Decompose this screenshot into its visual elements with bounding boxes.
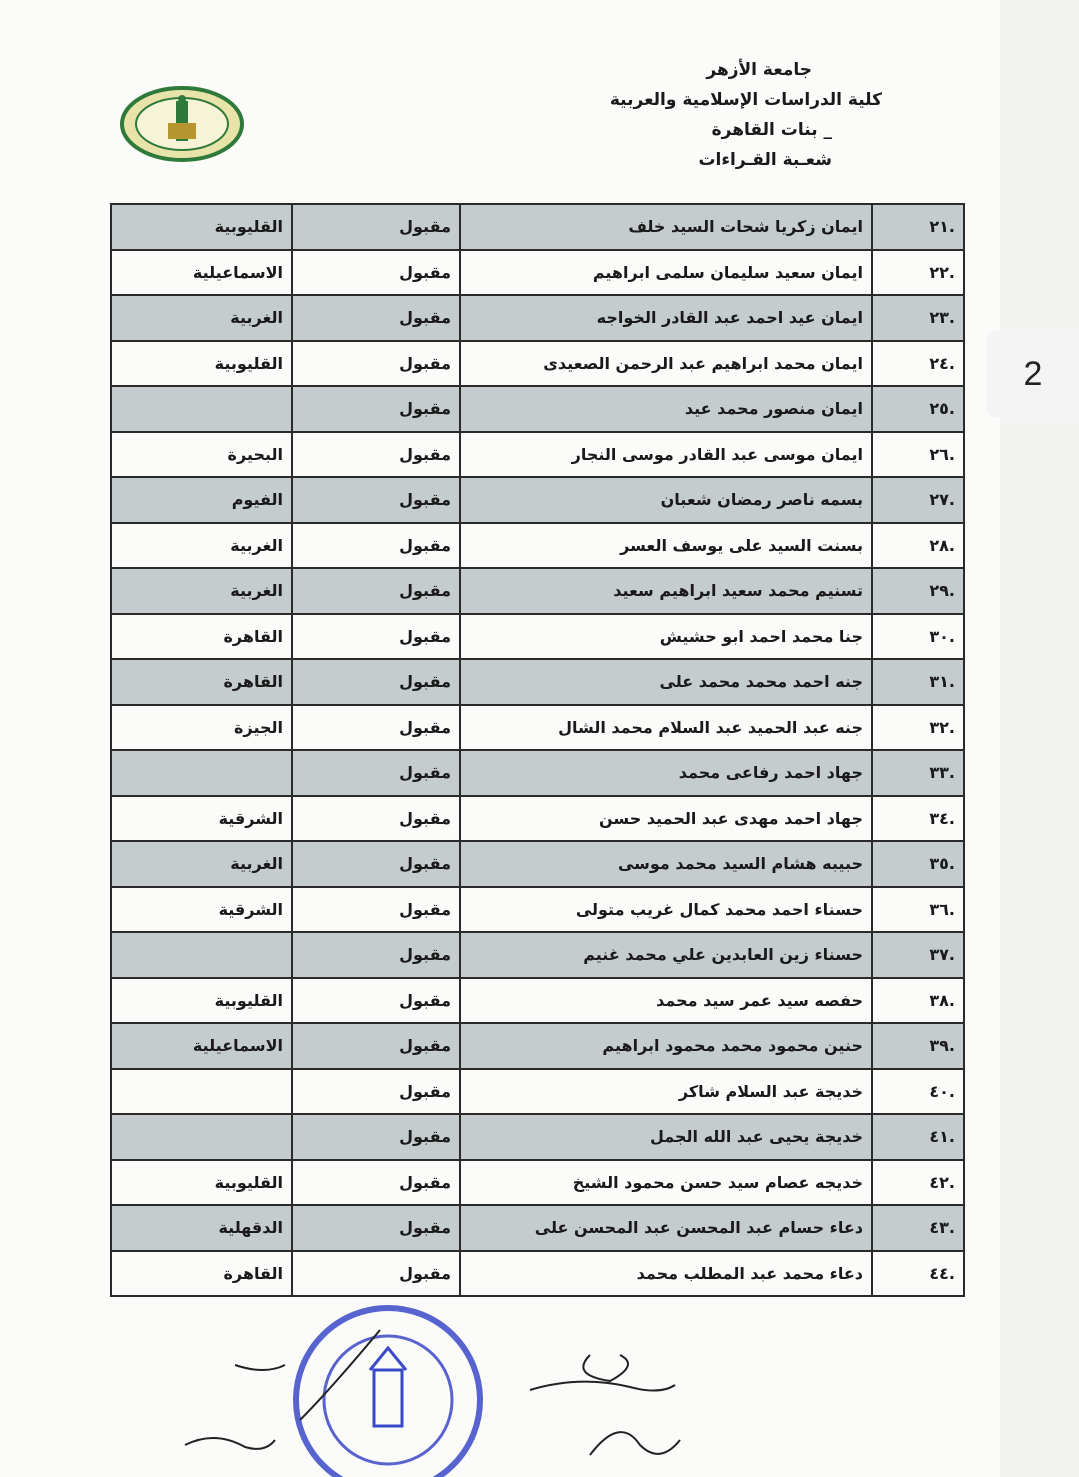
governorate [111,750,292,796]
student-name: خديجة يحيى عبد الله الجمل [460,1114,872,1160]
admission-status: مقبول [292,887,460,933]
student-name: حبيبه هشام السيد محمد موسى [460,841,872,887]
governorate: الفيوم [111,477,292,523]
admission-status: مقبول [292,750,460,796]
handwritten-signature-icon [520,1345,690,1475]
governorate: القاهرة [111,659,292,705]
row-number: .٣٠ [872,614,964,660]
governorate [111,1069,292,1115]
admission-status: مقبول [292,1023,460,1069]
governorate [111,386,292,432]
student-name: حنين محمود محمد محمود ابراهيم [460,1023,872,1069]
governorate: القليوبية [111,204,292,250]
governorate [111,1114,292,1160]
table-row [111,341,964,387]
table-row [111,705,964,751]
row-number: .٢٣ [872,295,964,341]
governorate: الجيزة [111,705,292,751]
admission-status: مقبول [292,432,460,478]
governorate: القاهرة [111,1251,292,1297]
branch-name: _ بنات القاهرة [711,120,832,140]
table-row [111,1160,964,1206]
row-number: .٣١ [872,659,964,705]
table-row [111,1023,964,1069]
row-number: .٣٣ [872,750,964,796]
admission-status: مقبول [292,386,460,432]
students-table [110,203,965,1297]
admission-status: مقبول [292,523,460,569]
table-row [111,841,964,887]
governorate: القليوبية [111,341,292,387]
official-seal-icon [270,1300,500,1477]
table-row [111,250,964,296]
governorate: الشرقية [111,887,292,933]
student-name: ايمان منصور محمد عيد [460,386,872,432]
table-row [111,204,964,250]
table-row [111,386,964,432]
student-name: ايمان عيد احمد عبد القادر الخواجه [460,295,872,341]
admission-status: مقبول [292,250,460,296]
row-number: .٢٢ [872,250,964,296]
admission-status: مقبول [292,1160,460,1206]
row-number: .٣٩ [872,1023,964,1069]
admission-status: مقبول [292,614,460,660]
admission-status: مقبول [292,1205,460,1251]
admission-status: مقبول [292,932,460,978]
governorate [111,932,292,978]
student-name: جهاد احمد رفاعى محمد [460,750,872,796]
student-name: ايمان محمد ابراهيم عبد الرحمن الصعيدى [460,341,872,387]
admission-status: مقبول [292,659,460,705]
row-number: .٣٥ [872,841,964,887]
governorate: الغربية [111,568,292,614]
admission-status: مقبول [292,568,460,614]
table-row [111,432,964,478]
student-name: بسنت السيد على يوسف العسر [460,523,872,569]
admission-status: مقبول [292,1069,460,1115]
student-name: حسناء احمد محمد كمال غريب متولى [460,887,872,933]
row-number: .٢٨ [872,523,964,569]
row-number: .٤٤ [872,1251,964,1297]
student-name: جهاد احمد مهدى عبد الحميد حسن [460,796,872,842]
row-number: .٢٩ [872,568,964,614]
student-name: خديجه عصام سيد حسن محمود الشيخ [460,1160,872,1206]
admission-status: مقبول [292,477,460,523]
student-name: خديجة عبد السلام شاكر [460,1069,872,1115]
student-name: جنه احمد محمد محمد على [460,659,872,705]
table-row [111,932,964,978]
governorate: الغربية [111,523,292,569]
student-name: تسنيم محمد سعيد ابراهيم سعيد [460,568,872,614]
admission-status: مقبول [292,204,460,250]
table-row [111,1114,964,1160]
student-name: ايمان موسى عبد القادر موسى النجار [460,432,872,478]
admission-status: مقبول [292,341,460,387]
table-row [111,1251,964,1297]
table-row [111,750,964,796]
table-row [111,614,964,660]
university-name: جامعة الأزهر [706,60,812,80]
row-number: .٢٤ [872,341,964,387]
table-row [111,659,964,705]
admission-status: مقبول [292,1114,460,1160]
governorate: الدقهلية [111,1205,292,1251]
table-row [111,477,964,523]
faculty-name: كلية الدراسات الإسلامية والعربية [609,90,882,110]
table-row [111,523,964,569]
row-number: .٤٣ [872,1205,964,1251]
row-number: .٢٦ [872,432,964,478]
governorate: الغربية [111,841,292,887]
row-number: .٣٤ [872,796,964,842]
governorate: القليوبية [111,978,292,1024]
student-name: دعاء حسام عبد المحسن عبد المحسن على [460,1205,872,1251]
student-name: حفصه سيد عمر سيد محمد [460,978,872,1024]
table-row [111,568,964,614]
table-row [111,1205,964,1251]
page-number: 2 [1023,354,1043,393]
admission-status: مقبول [292,705,460,751]
row-number: .٣٢ [872,705,964,751]
admission-status: مقبول [292,841,460,887]
student-name: ايمان سعيد سليمان سلمى ابراهيم [460,250,872,296]
governorate: القاهرة [111,614,292,660]
admission-status: مقبول [292,1251,460,1297]
table-row [111,1069,964,1115]
student-name: دعاء محمد عبد المطلب محمد [460,1251,872,1297]
governorate: الشرقية [111,796,292,842]
admission-status: مقبول [292,295,460,341]
page-number-tab[interactable] [987,330,1079,418]
row-number: .٤١ [872,1114,964,1160]
table-row [111,796,964,842]
student-name: بسمه ناصر رمضان شعبان [460,477,872,523]
institution-header [552,55,882,175]
row-number: .٢١ [872,204,964,250]
admission-status: مقبول [292,978,460,1024]
row-number: .٢٧ [872,477,964,523]
table-row [111,295,964,341]
student-name: ايمان زكريا شحات السيد خلف [460,204,872,250]
row-number: .٣٨ [872,978,964,1024]
division-name: شعـبة القـراءات [698,150,832,170]
row-number: .٣٦ [872,887,964,933]
handwritten-signature-icon [175,1335,295,1465]
row-number: .٤٠ [872,1069,964,1115]
admission-status: مقبول [292,796,460,842]
row-number: .٣٧ [872,932,964,978]
row-number: .٤٢ [872,1160,964,1206]
governorate: الاسماعيلية [111,250,292,296]
table-row [111,978,964,1024]
governorate: البحيرة [111,432,292,478]
governorate: القليوبية [111,1160,292,1206]
governorate: الغربية [111,295,292,341]
student-name: جنا محمد احمد ابو حشيش [460,614,872,660]
al-azhar-logo-icon [118,85,246,163]
row-number: .٢٥ [872,386,964,432]
student-name: حسناء زين العابدين علي محمد غنيم [460,932,872,978]
student-name: جنه عبد الحميد عبد السلام محمد الشال [460,705,872,751]
governorate: الاسماعيلية [111,1023,292,1069]
table-row [111,887,964,933]
